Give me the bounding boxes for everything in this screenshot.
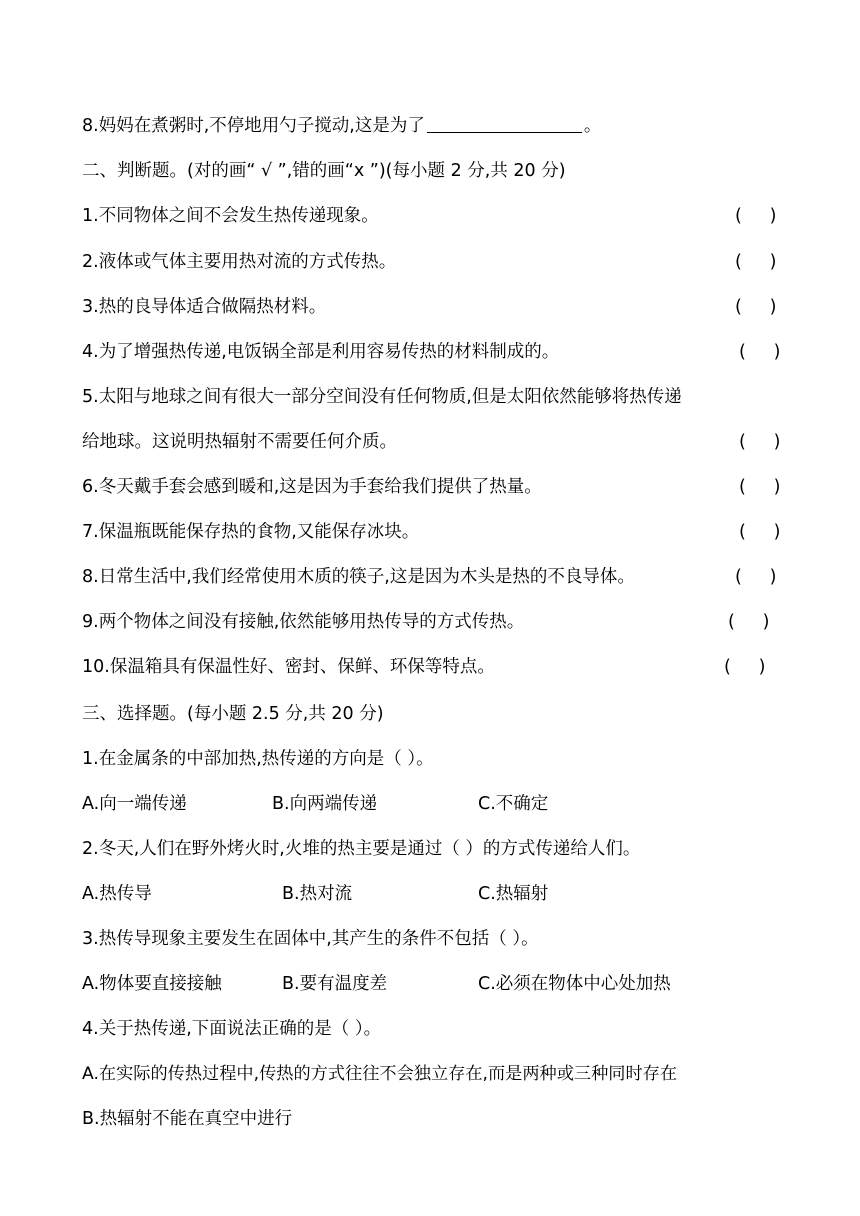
- judge-item-4: 4.为了增强热传递,电饭锅全部是利用容易传热的材料制成的。: [82, 342, 560, 362]
- section-2-title: 二、判断题。(对的画“ √ ”,错的画“x ”)(每小题 2 分,共 20 分): [82, 161, 566, 181]
- q4-option-b[interactable]: B.热辐射不能在真空中进行: [82, 1109, 293, 1129]
- answer-paren-4[interactable]: ( ): [739, 342, 781, 362]
- judge-item-6: 6.冬天戴手套会感到暖和,这是因为手套给我们提供了热量。: [82, 477, 542, 497]
- q1-option-b[interactable]: B.向两端传递: [272, 794, 378, 814]
- judge-item-8: 8.日常生活中,我们经常使用木质的筷子,这是因为木头是热的不良导体。: [82, 567, 635, 587]
- answer-paren-6[interactable]: ( ): [739, 477, 781, 497]
- q1-option-c[interactable]: C.不确定: [478, 794, 549, 814]
- answer-blank[interactable]: [427, 114, 582, 133]
- judge-item-2: 2.液体或气体主要用热对流的方式传热。: [82, 252, 397, 272]
- answer-paren-5[interactable]: ( ): [739, 432, 781, 452]
- q3-option-a[interactable]: A.物体要直接接触: [82, 974, 222, 994]
- judge-item-5-line-1: 5.太阳与地球之间有很大一部分空间没有任何物质,但是太阳依然能够将热传递: [82, 387, 682, 407]
- choice-question-4: 4.关于热传递,下面说法正确的是（ ）。: [82, 1019, 382, 1039]
- judge-item-5-line-2: 给地球。这说明热辐射不需要任何介质。: [82, 432, 397, 452]
- judge-item-9: 9.两个物体之间没有接触,依然能够用热传导的方式传热。: [82, 612, 525, 632]
- q2-option-c[interactable]: C.热辐射: [478, 884, 549, 904]
- answer-paren-1[interactable]: ( ): [735, 206, 777, 226]
- answer-paren-10[interactable]: ( ): [724, 657, 766, 677]
- question-end: 。: [583, 116, 602, 136]
- answer-paren-9[interactable]: ( ): [728, 612, 770, 632]
- q4-option-a[interactable]: A.在实际的传热过程中,传热的方式往往不会独立存在,而是两种或三种同时存在: [82, 1064, 678, 1084]
- fill-in-question-8: [82, 114, 601, 138]
- judge-item-10: 10.保温箱具有保温性好、密封、保鲜、环保等特点。: [82, 657, 495, 677]
- answer-paren-2[interactable]: ( ): [735, 252, 777, 272]
- section-3-title: 三、选择题。(每小题 2.5 分,共 20 分): [82, 704, 384, 724]
- q3-option-b[interactable]: B.要有温度差: [282, 974, 388, 994]
- q1-option-a[interactable]: A.向一端传递: [82, 794, 187, 814]
- choice-question-3: 3.热传导现象主要发生在固体中,其产生的条件不包括（ ）。: [82, 929, 539, 949]
- judge-item-1: 1.不同物体之间不会发生热传递现象。: [82, 206, 379, 226]
- answer-paren-3[interactable]: ( ): [735, 297, 777, 317]
- judge-item-3: 3.热的良导体适合做隔热材料。: [82, 297, 327, 317]
- answer-paren-7[interactable]: ( ): [739, 522, 781, 542]
- judge-item-7: 7.保温瓶既能保存热的食物,又能保存冰块。: [82, 522, 420, 542]
- answer-paren-8[interactable]: ( ): [735, 567, 777, 587]
- q2-option-b[interactable]: B.热对流: [282, 884, 353, 904]
- question-text: 8.妈妈在煮粥时,不停地用勺子搅动,这是为了: [82, 116, 425, 136]
- choice-question-1: 1.在金属条的中部加热,热传递的方向是（ ）。: [82, 749, 434, 769]
- q3-option-c[interactable]: C.必须在物体中心处加热: [478, 974, 671, 994]
- q2-option-a[interactable]: A.热传导: [82, 884, 152, 904]
- choice-question-2: 2.冬天,人们在野外烤火时,火堆的热主要是通过（ ）的方式传递给人们。: [82, 839, 641, 859]
